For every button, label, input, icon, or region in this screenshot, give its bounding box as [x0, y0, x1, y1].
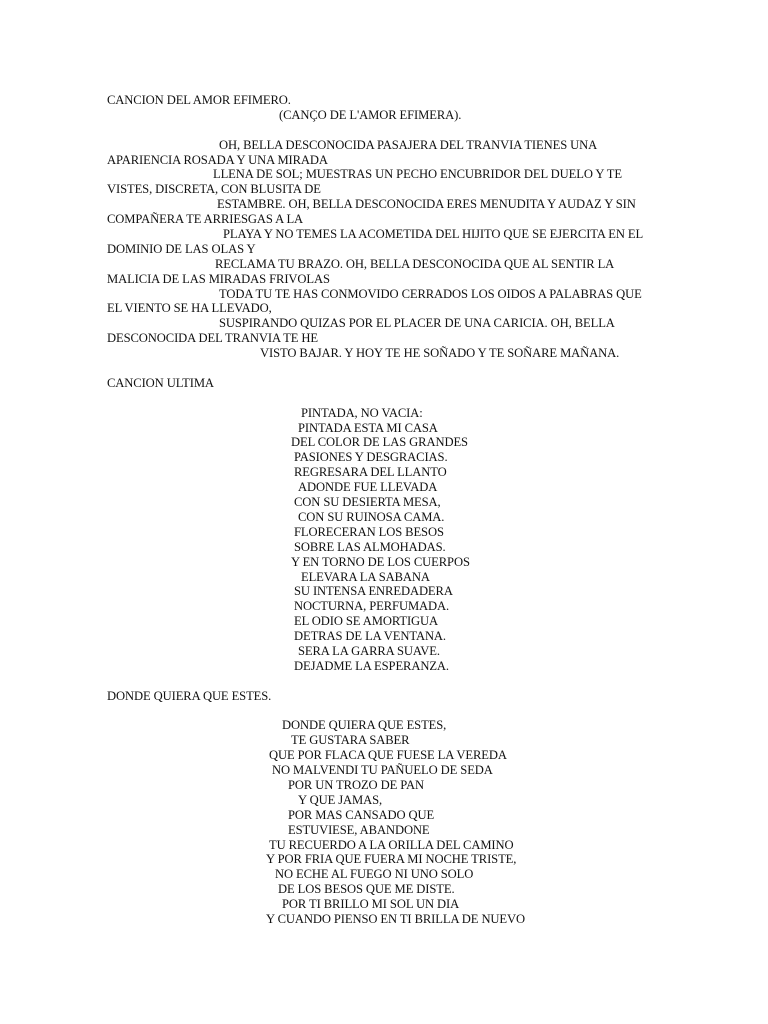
spacer — [107, 674, 662, 689]
text-line: PINTADA, NO VACIA: — [301, 405, 423, 420]
text-line: OH, BELLA DESCONOCIDA PASAJERA DEL TRANVIA TIENES UNA — [219, 137, 598, 152]
song-body — [107, 138, 662, 361]
text-line: SOBRE LAS ALMOHADAS. — [294, 539, 446, 554]
spacer — [107, 123, 662, 138]
text-line: NOCTURNA, PERFUMADA. — [294, 599, 450, 614]
text-line: SUSPIRANDO QUIZAS POR EL PLACER DE UNA CARICIA. OH, BELLA — [219, 316, 615, 331]
text-line: SU INTENSA ENREDADERA — [294, 584, 453, 599]
text-line: PINTADA ESTA MI CASA — [298, 420, 438, 435]
text-line: ELEVARA LA SABANA — [301, 569, 430, 584]
text-line: TU RECUERDO A LA ORILLA DEL CAMINO — [269, 837, 514, 852]
text-line: SERA LA GARRA SUAVE. — [298, 643, 440, 658]
text-line: DESCONOCIDA DEL TRANVIA TE HE — [107, 331, 318, 346]
text-line: Y CUANDO PIENSO EN TI BRILLA DE NUEVO — [266, 911, 526, 926]
document-page — [107, 93, 662, 927]
text-line: DETRAS DE LA VENTANA. — [294, 629, 446, 644]
poem-body — [107, 718, 662, 926]
text-line: REGRESARA DEL LLANTO — [294, 465, 447, 480]
text-line: DEL COLOR DE LAS GRANDES — [291, 435, 468, 450]
text-line: NO ECHE AL FUEGO NI UNO SOLO — [275, 867, 474, 882]
text-line: VISTES, DISCRETA, CON BLUSITA DE — [107, 182, 321, 197]
text-line: PASIONES Y DESGRACIAS. — [294, 450, 448, 465]
song-title: DONDE QUIERA QUE ESTES. — [107, 688, 272, 703]
text-line: Y QUE JAMAS, — [298, 792, 383, 807]
text-line: NO MALVENDI TU PAÑUELO DE SEDA — [272, 763, 493, 778]
text-line: POR MAS CANSADO QUE — [288, 807, 435, 822]
text-line: FLORECERAN LOS BESOS — [294, 524, 444, 539]
text-line: EL ODIO SE AMORTIGUA — [294, 614, 439, 629]
text-line: POR UN TROZO DE PAN — [288, 777, 424, 792]
text-line: RECLAMA TU BRAZO. OH, BELLA DESCONOCIDA QUE AL SENTIR LA — [215, 256, 615, 271]
text-line: DEJADME LA ESPERANZA. — [294, 658, 449, 673]
song-subtitle: (CANÇO DE L'AMOR EFIMERA). — [279, 107, 462, 122]
text-line: DOMINIO DE LAS OLAS Y — [107, 241, 256, 256]
text-line: ESTAMBRE. OH, BELLA DESCONOCIDA ERES MENUDITA Y AUDAZ Y SIN — [217, 197, 636, 212]
poem-body — [107, 406, 662, 674]
text-line: Y POR FRIA QUE FUERA MI NOCHE TRISTE, — [266, 852, 517, 867]
text-line: COMPAÑERA TE ARRIESGAS A LA — [107, 212, 304, 227]
text-line: TODA TU TE HAS CONMOVIDO CERRADOS LOS OIDOS A PALABRAS QUE — [219, 286, 642, 301]
text-line: VISTO BAJAR. Y HOY TE HE SOÑADO Y TE SOÑARE MAÑANA. — [260, 346, 620, 361]
text-line: PLAYA Y NO TEMES LA ACOMETIDA DEL HIJITO QUE SE EJERCITA EN EL — [223, 227, 644, 242]
song-title: CANCION DEL AMOR EFIMERO. — [107, 93, 291, 107]
text-line: CON SU RUINOSA CAMA. — [298, 509, 445, 524]
text-line: DONDE QUIERA QUE ESTES, — [282, 718, 447, 733]
text-line: QUE POR FLACA QUE FUESE LA VEREDA — [269, 748, 507, 763]
text-line: ESTUVIESE, ABANDONE — [288, 822, 430, 837]
text-line: CON SU DESIERTA MESA, — [294, 495, 441, 510]
spacer — [107, 391, 662, 406]
song-title: CANCION ULTIMA — [107, 375, 214, 390]
text-line: EL VIENTO SE HA LLEVADO, — [107, 301, 272, 316]
text-line: APARIENCIA ROSADA Y UNA MIRADA — [107, 152, 328, 167]
text-line: POR TI BRILLO MI SOL UN DIA — [282, 897, 460, 912]
text-line: MALICIA DE LAS MIRADAS FRIVOLAS — [107, 271, 330, 286]
text-line: DE LOS BESOS QUE ME DISTE. — [278, 882, 455, 897]
spacer — [107, 361, 662, 376]
spacer — [107, 704, 662, 719]
text-line: LLENA DE SOL; MUESTRAS UN PECHO ENCUBRIDOR DEL DUELO Y TE — [213, 167, 622, 182]
text-line: ADONDE FUE LLEVADA — [298, 480, 438, 495]
text-line: TE GUSTARA SABER — [291, 733, 410, 748]
text-line: Y EN TORNO DE LOS CUERPOS — [291, 554, 470, 569]
